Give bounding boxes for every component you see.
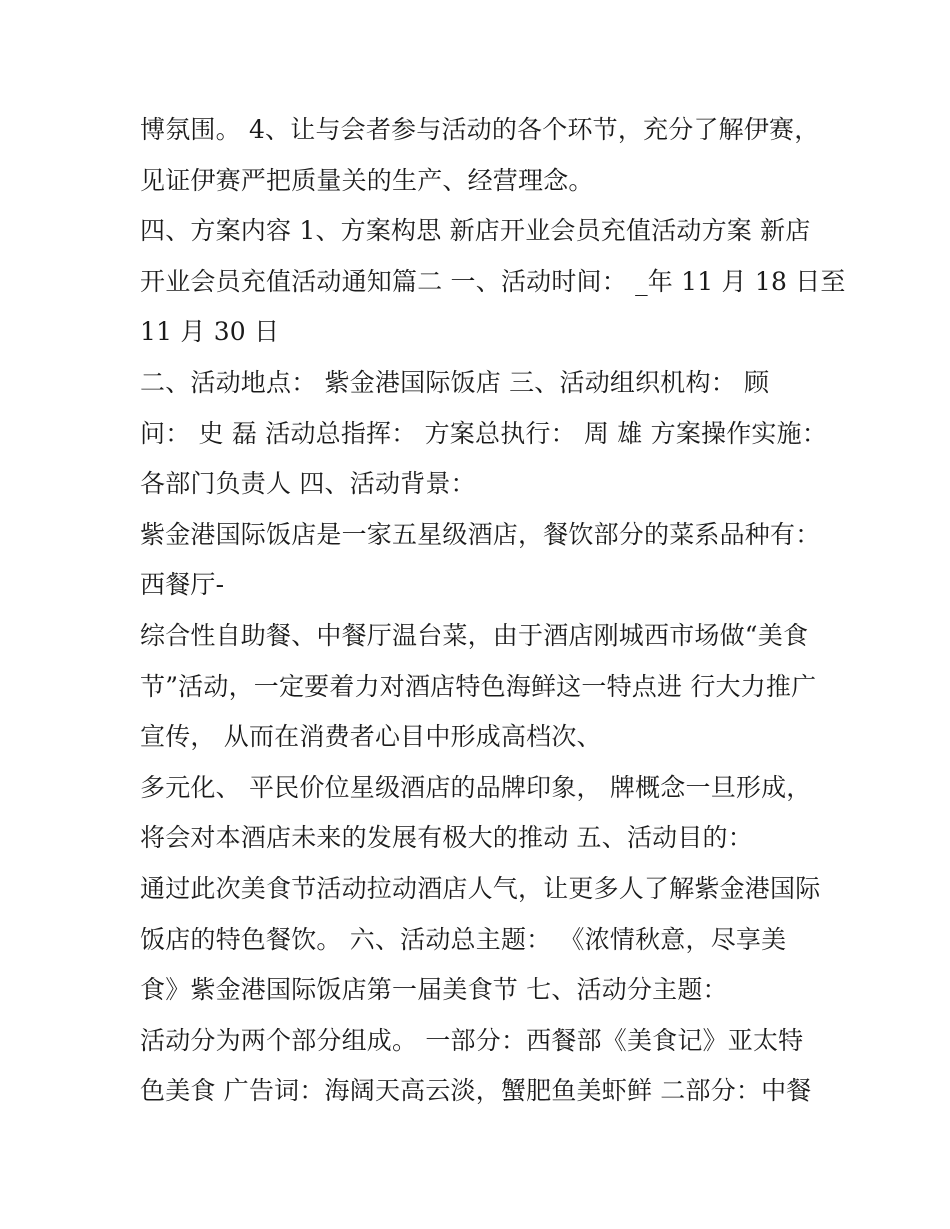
document-body: [140, 105, 846, 1117]
text-line: 饭店的特色餐饮。 六、活动总主题： 《浓情秋意，尽享美: [140, 924, 787, 954]
text-line: 11 月 30 日: [140, 317, 280, 347]
text-line: 四、方案内容 1、方案构思 新店开业会员充值活动方案 新店: [140, 216, 811, 246]
text-line: 将会对本酒店未来的发展有极大的推动 五、活动目的：: [140, 823, 753, 853]
text-line: 开业会员充值活动通知篇二 一、活动时间： _年 11 月 18 日至: [140, 266, 846, 296]
text-line: 活动分为两个部分组成。 一部分：西餐部《美食记》亚太特: [140, 1025, 804, 1055]
text-line: 各部门负责人 四、活动背景：: [140, 469, 476, 499]
text-line: 见证伊赛严把质量关的生产、经营理念。: [140, 165, 594, 195]
text-line: 食》紫金港国际饭店第一届美食节 七、活动分主题：: [140, 975, 728, 1005]
text-line: 宣传， 从而在消费者心目中形成高档次、: [140, 722, 602, 752]
text-line: 通过此次美食节活动拉动酒店人气，让更多人了解紫金港国际: [140, 873, 821, 903]
text-line: 多元化、 平民价位星级酒店的品牌印象， 牌概念一旦形成，: [140, 772, 812, 802]
text-line: 综合性自助餐、中餐厅温台菜，由于酒店刚城西市场做“美食: [140, 620, 809, 650]
text-line: 色美食 广告词：海阔天高云淡，蟹肥鱼美虾鲜 二部分：中餐: [140, 1076, 812, 1106]
text-line: 二、活动地点： 紫金港国际饭店 三、活动组织机构： 顾: [140, 367, 770, 397]
text-line: 节”活动，一定要着力对酒店特色海鲜这一特点进 行大力推广: [140, 671, 817, 701]
text-line: 问： 史 磊 活动总指挥： 方案总执行： 周 雄 方案操作实施：: [140, 418, 828, 448]
text-line: 西餐厅-: [140, 570, 225, 600]
text-line: 紫金港国际饭店是一家五星级酒店，餐饮部分的菜系品种有：: [140, 519, 821, 549]
text-line: 博氛围。 4、让与会者参与活动的各个环节，充分了解伊赛，: [140, 115, 820, 144]
